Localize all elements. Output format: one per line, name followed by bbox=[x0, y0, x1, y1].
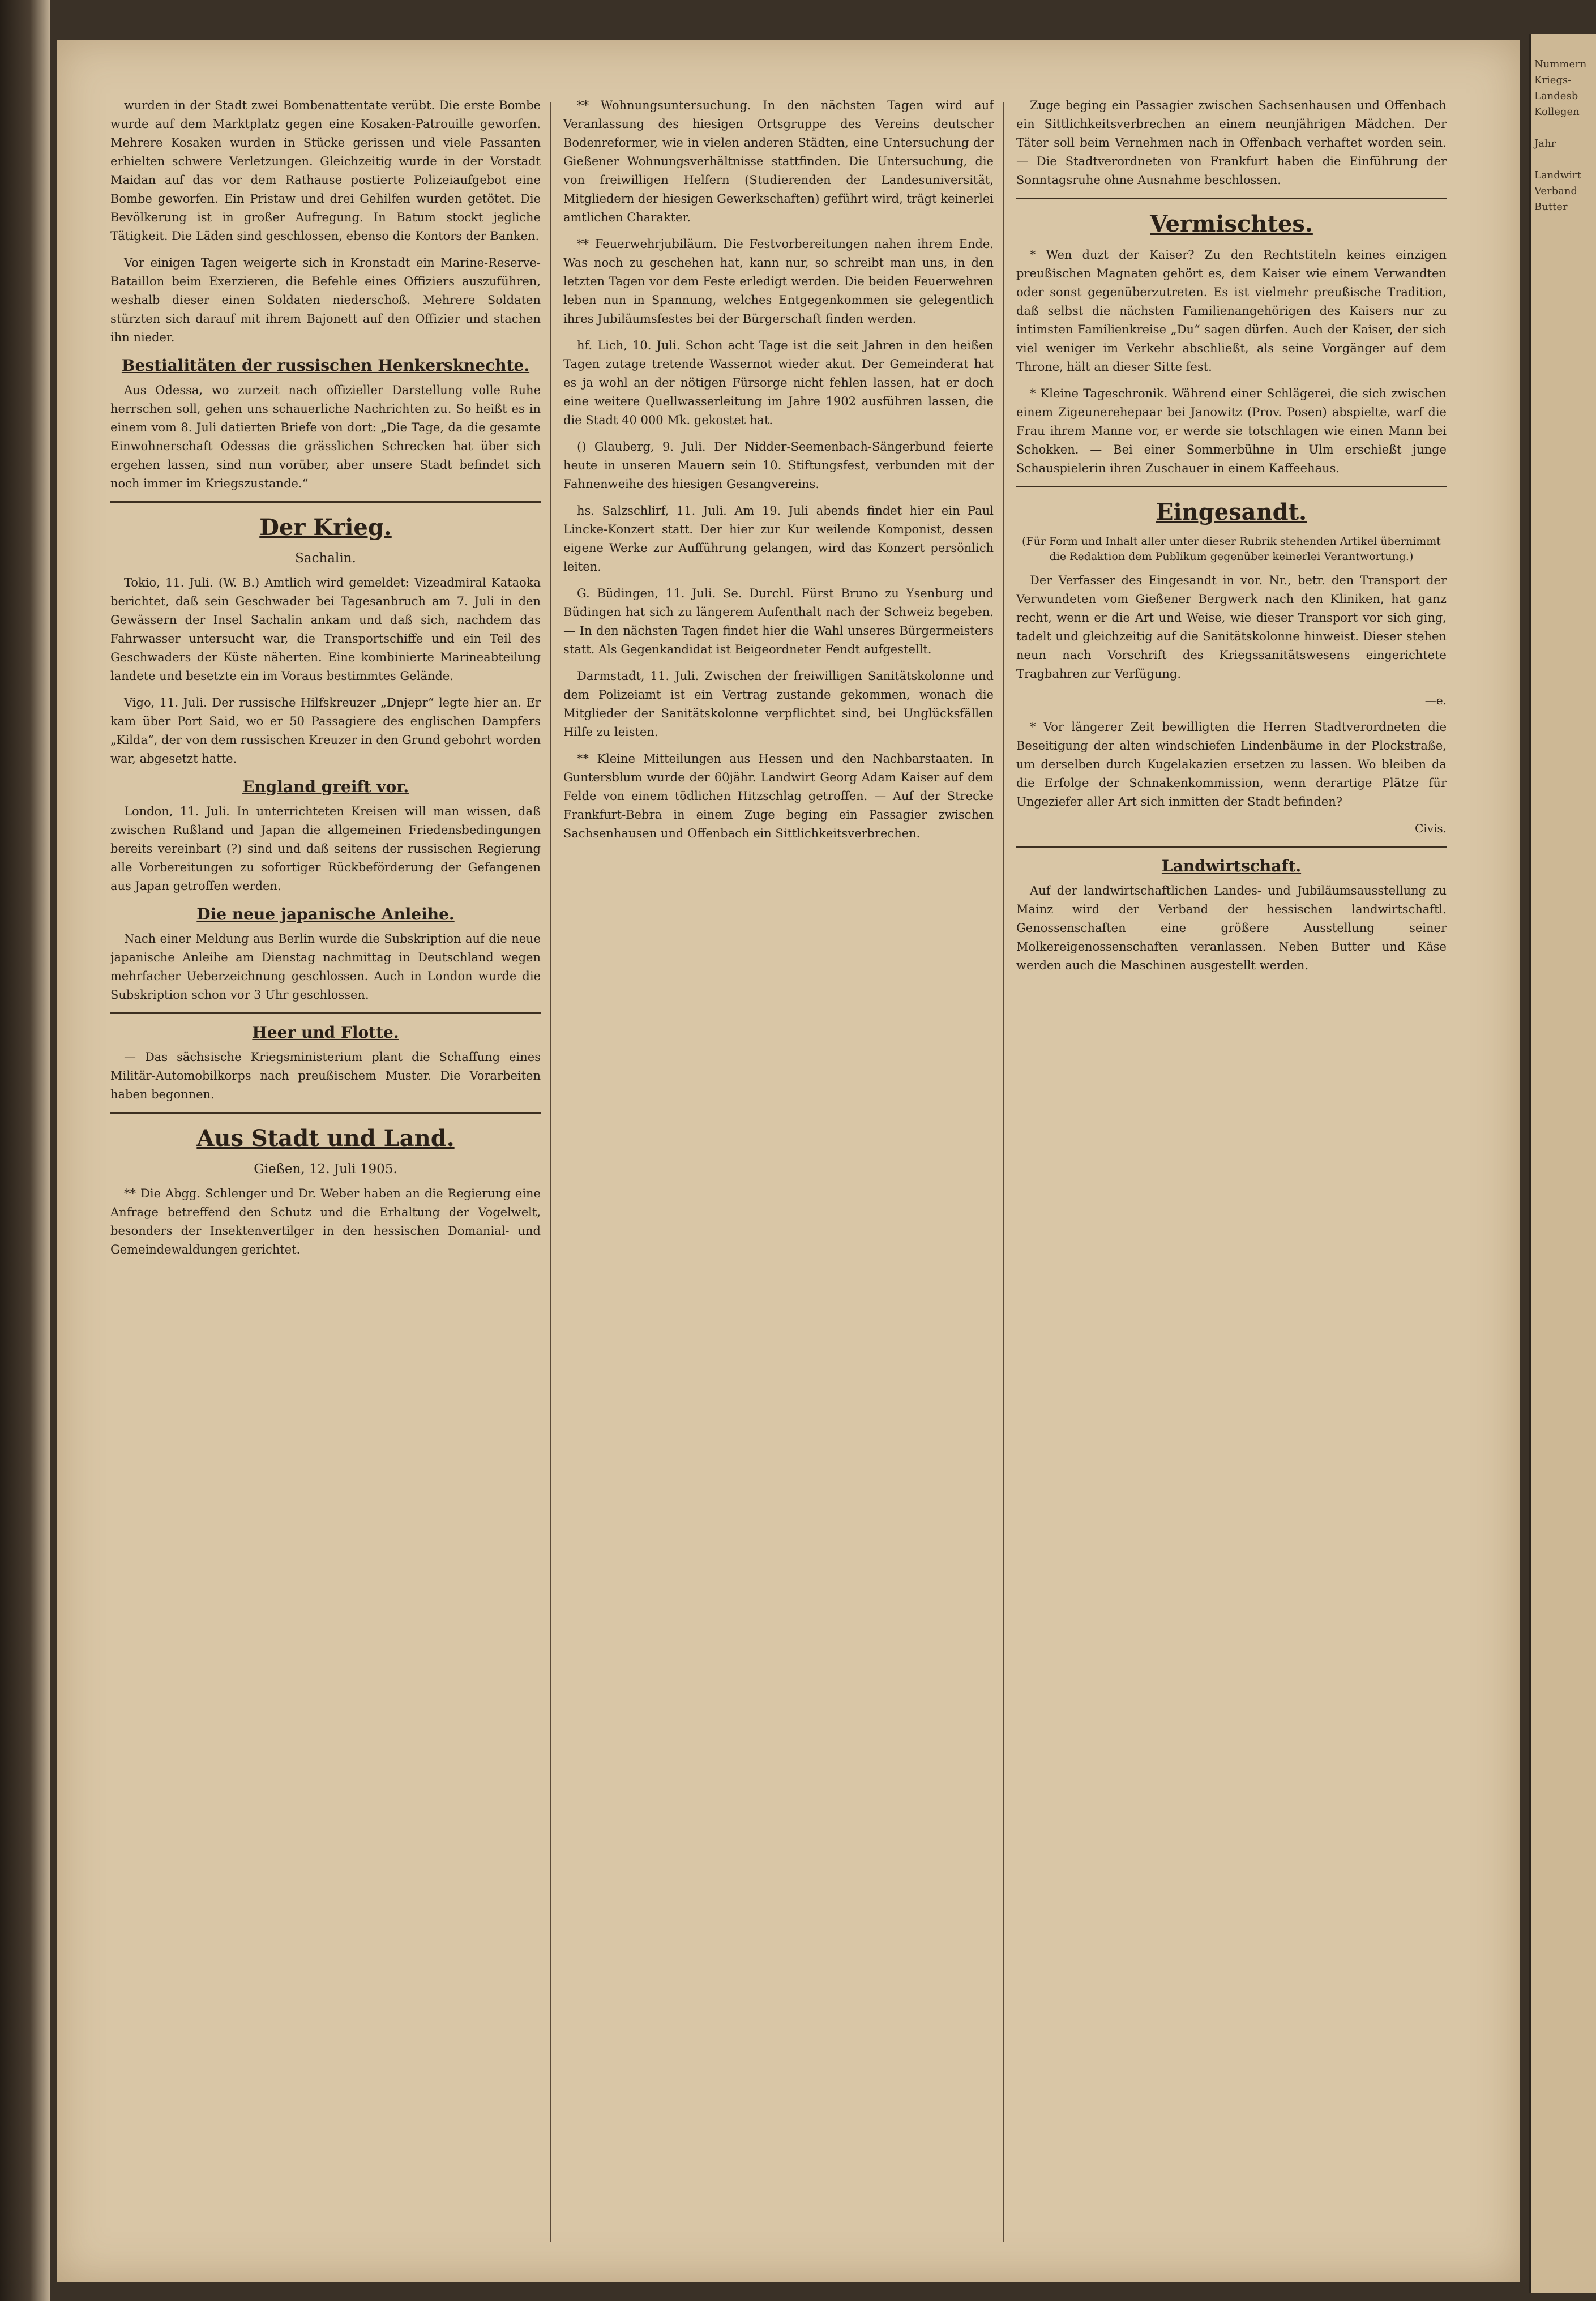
divider bbox=[110, 1112, 541, 1114]
eingesandt-disclaimer: (Für Form und Inhalt aller unter dieser Rubrik stehenden Artikel übernimmt die Redaktion dem Publikum gegenüber keinerlei Verantwortung.) bbox=[1022, 535, 1441, 563]
article-eingesandt: Der Verfasser des Eingesandt in vor. Nr., betr. den Transport der Verwundeten vom Gießener Bergwerk nach den Kliniken, hat ganz recht, wenn er die Art und Weise, wie dieser Transport vor sich ging, tadelt und gleichzeitig auf die Sanitätskolonne hinweist. Dieser stehen neun nach Vorschrift des Kriegssanitätswesens eingerichtete Tragbahren zur Verfügung. bbox=[1016, 574, 1447, 681]
article-kronstadt: Vor einigen Tagen weigerte sich in Kronstadt ein Marine-Reserve-Bataillon beim Exerzieren, die Befehle eines Offiziers auszuführen, weshalb dieser einen Soldaten niederschoß. Mehrere Soldaten stürzten sich darauf mit ihrem Bajonett auf den Offizier und stachen ihn nieder. bbox=[110, 256, 541, 344]
article-landwirtschaft: Auf der landwirtschaftlichen Landes- und Jubiläumsausstellung zu Mainz wird der Verband der hessischen landwirtschaftl. Genossenschaften eine größere Ausstellung seiner Molkereigenossenschaften veranlassen. Neben Butter und Käse werden auch die Maschinen ausgestellt werden. bbox=[1016, 884, 1447, 972]
article-mitteilungen: ** Kleine Mitteilungen aus Hessen und den Nachbarstaaten. In Guntersblum wurde der 60jähr. Landwirt Georg Adam Kaiser auf dem Felde von einem tödlichen Hitzschlag getroffen. — Auf der Strecke Frankfurt-Bebra in einem Zuge beging ein Passagier zwischen Sachsenhausen und Offenbach ein Sittlichkeitsverbrechen. bbox=[563, 752, 994, 840]
subheading-anleihe: Die neue japanische Anleihe. bbox=[196, 905, 455, 923]
dateline-giessen: Gießen, 12. Juli 1905. bbox=[254, 1162, 397, 1177]
divider bbox=[1016, 198, 1447, 199]
section-heading-vermischtes: Vermischtes. bbox=[1150, 211, 1313, 237]
article-vigo: Vigo, 11. Juli. Der russische Hilfskreuzer „Dnjepr“ legte hier an. Er kam über Port Said, wo er 50 Passagiere des englischen Dampfers „Kilda“, der von dem russischen Kreuzer in den Grund gebohrt worden war, abgesetzt hatte. bbox=[110, 696, 541, 765]
divider bbox=[110, 501, 541, 503]
article-buedingen: G. Büdingen, 11. Juli. Se. Durchl. Fürst Bruno zu Ysenburg und Büdingen hat sich zu längerem Aufenthalt nach der Schweiz begeben. — In den nächsten Tagen findet hier die Wahl unseres Bürgermeisters statt. Als Gegenkandidat ist Beigeordneter Fendt aufgestellt. bbox=[563, 587, 994, 656]
article-lich: hf. Lich, 10. Juli. Schon acht Tage ist die seit Jahren in den heißen Tagen zutage tretende Wassernot wieder akut. Der Gemeinderat hat es ja wohl an der nötigen Fürsorge nicht fehlen lassen, hat er doch eine weitere Quellwasserleitung im Jahre 1902 ausführen lassen, die die Stadt 40 000 Mk. gekostet hat. bbox=[563, 339, 994, 427]
article-feuerwehr: ** Feuerwehrjubiläum. Die Festvorbereitungen nahen ihrem Ende. Was noch zu geschehen hat, kann nur, so schreibt man uns, in den letzten Tagen vor dem Feste erledigt werden. Die beiden Feuerwehren leben nun in Spannung, welches Entgegenkommen sie gelegentlich ihres Jubiläumsfestes bei der Bürgerschaft finden werden. bbox=[563, 237, 994, 326]
column-divider bbox=[1003, 102, 1004, 2242]
divider bbox=[1016, 846, 1447, 848]
section-heading-landwirtschaft: Landwirtschaft. bbox=[1161, 857, 1302, 875]
subheading-sachalin: Sachalin. bbox=[295, 551, 356, 566]
adjacent-page-fragments: Nummern Kriegs- Landesb Kollegen Jahr Landwirt Verband Butter bbox=[1534, 58, 1587, 213]
article-offenbach: Zuge beging ein Passagier zwischen Sachsenhausen und Offenbach ein Sittlichkeitsverbrechen an einem neunjährigen Mädchen. Der Täter soll beim Vernehmen nach in Offenbach verhaftet worden sein. — Die Stadtverordneten von Frankfurt haben die Einführung der Sonntagsruhe ohne Ausnahme beschlossen. bbox=[1016, 99, 1447, 187]
subheading-england: England greift vor. bbox=[242, 777, 409, 796]
column-divider bbox=[550, 102, 551, 2242]
section-heading-krieg: Der Krieg. bbox=[259, 514, 392, 541]
signature-e: —e. bbox=[1424, 694, 1447, 707]
article-darmstadt: Darmstadt, 11. Juli. Zwischen der freiwilligen Sanitätskolonne und dem Polizeiamt ist ein Vertrag zustande gekommen, wonach die Mitglieder der Sanitätskolonne verpflichtet sind, bei Unglücksfällen Hilfe zu leisten. bbox=[563, 669, 994, 739]
column-2 bbox=[563, 96, 994, 2248]
divider bbox=[1016, 486, 1447, 487]
divider bbox=[110, 1012, 541, 1014]
signature-civis: Civis. bbox=[1414, 822, 1447, 835]
article-giessen: ** Die Abgg. Schlenger und Dr. Weber haben an die Regierung eine Anfrage betreffend den Schutz und die Erhaltung der Vogelwelt, besonders der Insektenvertilger in den hessischen Domanial- und Gemeindewaldungen gerichtet. bbox=[110, 1187, 541, 1256]
section-heading-bestial: Bestialitäten der russischen Henkersknechte. bbox=[121, 356, 530, 375]
scan-left-edge bbox=[0, 0, 50, 2301]
article-anleihe: Nach einer Meldung aus Berlin wurde die Subskription auf die neue japanische Anleihe am Dienstag nachmittag in Deutschland wegen mehrfacher Ueberzeichnung geschlossen. Auch in London wurde die Subskription schon vor 3 Uhr geschlossen. bbox=[110, 932, 541, 1002]
section-heading-stadt: Aus Stadt und Land. bbox=[196, 1125, 455, 1152]
article-baeume: * Vor längerer Zeit bewilligten die Herren Stadtverordneten die Beseitigung der alten windschiefen Lindenbäume in der Plockstraße, um derselben durch Kugelakazien ersetzen zu lassen. Wo bleiben da die Erfolge der Schnakenkommission, wenn derartige Plätze für Ungeziefer aller Art sich inmitten der Stadt befinden? bbox=[1016, 720, 1447, 809]
article-salzschlirf: hs. Salzschlirf, 11. Juli. Am 19. Juli abends findet hier ein Paul Lincke-Konzert statt. Der hier zur Kur weilende Komponist, dessen eigene Werke zur Aufführung gelangen, wird das Konzert persönlich leiten. bbox=[563, 504, 994, 574]
adjacent-page-strip bbox=[1529, 34, 1596, 2293]
article-kaiser: * Wen duzt der Kaiser? Zu den Rechtstiteln keines einzigen preußischen Magnaten gehört es, dem Kaiser wie einem Verwandten oder sonst gegenüberzutreten. Es ist vielmehr preußische Tradition, daß selbst die nächsten Familienangehörigen des Kaisers nur zu intimsten Familienkreise „Du“ sagen dürfen. Auch der Kaiser, der sich viel weniger im Verkehr abschließt, als seine Vorgänger auf dem Throne, hält an dieser Sitte fest. bbox=[1016, 248, 1447, 374]
article-tageschronik: * Kleine Tageschronik. Während einer Schlägerei, die sich zwischen einem Zigeunerehepaar bei Janowitz (Prov. Posen) abspielte, warf die Frau ihrem Manne vor, er werde sie totschlagen wie einen Mann bei Schokken. — Bei einer Sommerbühne in Ulm erschießt junge Schauspielerin ihren Zuschauer in einem Kaffeehaus. bbox=[1016, 387, 1447, 475]
article-lead: wurden in der Stadt zwei Bombenattentate verübt. Die erste Bombe wurde auf dem Marktplatz gegen eine Kosaken-Patrouille geworfen. Mehrere Kosaken wurden in Stücke gerissen und viele Passanten erhielten schwere Verletzungen. Gleichzeitig wurde in der Vorstadt Maidan auf das vor dem Rathause postierte Polizeiaufgebot eine Bombe geworfen. Ein Pristaw und drei Gehilfen wurden getötet. Die Bevölkerung ist in großer Aufregung. In Batum stockt jegliche Tätigkeit. Die Läden sind geschlossen, ebenso die Kontors der Banken. bbox=[110, 99, 541, 243]
article-odessa: Aus Odessa, wo zurzeit nach offizieller Darstellung volle Ruhe herrschen soll, gehen uns schauerliche Nachrichten zu. So heißt es in einem vom 8. Juli datierten Briefe von dort: „Die Tage, da die gesamte Einwohnerschaft Odessas die grässlichen Schrecken hat über sich ergehen lassen, sind nun vorüber, aber unsere Stadt befindet sich noch immer im Kriegszustande.“ bbox=[110, 383, 541, 490]
section-heading-heer: Heer und Flotte. bbox=[252, 1023, 399, 1042]
column-3 bbox=[1016, 96, 1447, 2248]
article-tokio: Tokio, 11. Juli. (W. B.) Amtlich wird gemeldet: Vizeadmiral Kataoka berichtet, daß sein Geschwader bei Tagesanbruch am 7. Juli in den Gewässern der Insel Sachalin ankam und daß sich, nachdem das Fahrwasser untersucht war, die Transportschiffe und ein Teil des Geschwaders der Küste näherten. Eine kombinierte Marineabteilung landete und besetzte ein im Voraus bestimmtes Gelände. bbox=[110, 576, 541, 683]
newspaper-page bbox=[57, 40, 1520, 2282]
article-wohnung: ** Wohnungsuntersuchung. In den nächsten Tagen wird auf Veranlassung des hiesigen Ortsgruppe des Vereins deutscher Bodenreformer, wie in vielen anderen Städten, eine Untersuchung der Gießener Wohnungsverhältnisse stattfinden. Die Untersuchung, die von freiwilligen Helfern (Studierenden der Landesuniversität, Mitgliedern der hiesigen Gewerkschaften) geführt wird, trägt keinerlei amtlichen Charakter. bbox=[563, 99, 994, 224]
section-heading-eingesandt: Eingesandt. bbox=[1156, 499, 1307, 525]
article-heer: — Das sächsische Kriegsministerium plant die Schaffung eines Militär-Automobilkorps nach preußischem Muster. Die Vorarbeiten haben begonnen. bbox=[110, 1050, 541, 1101]
article-glauberg: () Glauberg, 9. Juli. Der Nidder-Seemenbach-Sängerbund feierte heute in unseren Mauern sein 10. Stiftungsfest, verbunden mit der Fahnenweihe des hiesigen Gesangvereins. bbox=[563, 440, 994, 491]
column-1 bbox=[110, 96, 541, 2248]
article-london: London, 11. Juli. In unterrichteten Kreisen will man wissen, daß zwischen Rußland und Japan die allgemeinen Friedensbedingungen bereits vereinbart (?) sind und daß seitens der russischen Regierung alle Vorbereitungen zu sofortiger Rückbeförderung der Gefangenen aus Japan getroffen werden. bbox=[110, 805, 541, 893]
